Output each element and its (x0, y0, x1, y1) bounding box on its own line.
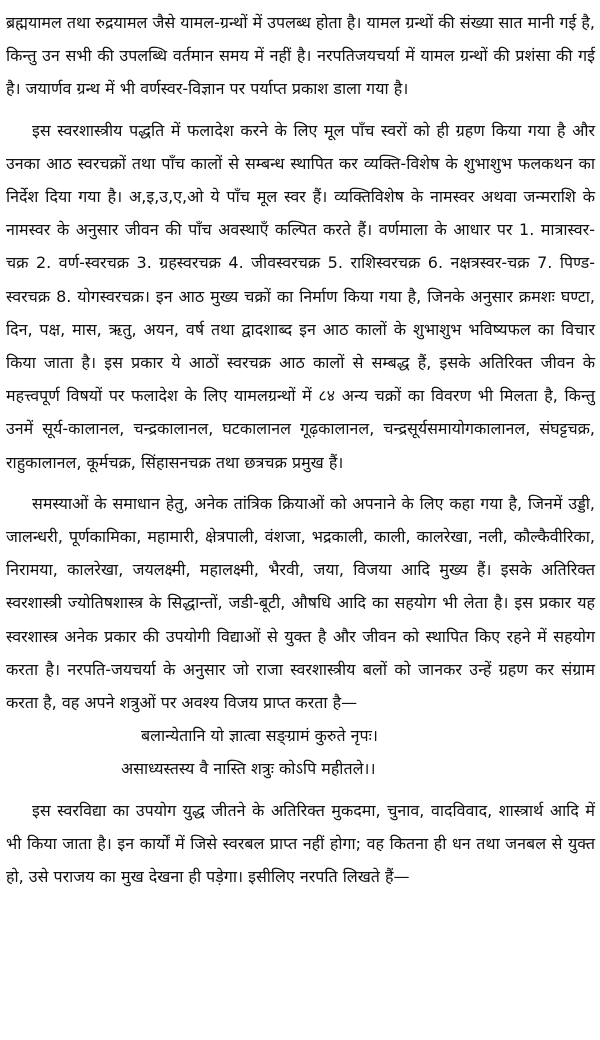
paragraph-tantric-practices: समस्याओं के समाधान हेतु, अनेक तांत्रिक क्रियाओं को अपनाने के लिए कहा गया है, जिनमें उड्डी, जालन्धरी, पूर्णकामिका, महामारी, क्षेत्रपाली, वंशजा, भद्रकाली, काली, कालरेखा, नली, कौल्कैवीरिका, निरामया, कालरेखा, जयलक्ष्मी, महालक्ष्मी, भैरवी, जया, विजया आदि मुख्य हैं। इसके अतिरिक्त स्वरशास्त्री ज्योतिषशास्त्र के सिद्धान्तों, जडी-बूटी, औषधि आदि का सहयोग भी लेता है। इस प्रकार यह स्वरशास्त्र अनेक प्रकार की उपयोगी विद्याओं से युक्त है और जीवन को स्थापित किए रहने में सहयोग करता है। नरपति-जयचर्या के अनुसार जो राजा स्वरशास्त्रीय बलों को जानकर उन्हें ग्रहण कर संग्राम करता है, वह अपने शत्रुओं पर अवश्य विजय प्राप्त करता है— (6, 493, 595, 713)
paragraph-closing: इस स्वरविद्या का उपयोग युद्ध जीतने के अतिरिक्त मुकदमा, चुनाव, वादविवाद, शास्त्रार्थ आदि में भी किया जाता है। इन कार्यों में जिसे स्वरबल प्राप्त नहीं होगा; वह कितना ही धन तथा जनबल से युक्त हो, उसे पराजय का मुख देखना ही पड़ेगा। इसीलिए नरपति लिखते हैं— (6, 800, 595, 887)
sanskrit-verse (6, 719, 595, 785)
paragraph-yamal-texts: ब्रह्मयामल तथा रुद्रयामल जैसे यामल-ग्रन्थों में उपलब्ध होता है। यामल ग्रन्थों की संख्या सात मानी गई है, किन्तु उन सभी की उपलब्धि वर्तमान समय में नहीं है। नरपतिजयचर्या में यामल ग्रन्थों की प्रशंसा की गई है। जयार्णव ग्रन्थ में भी वर्णस्वर-विज्ञान पर पर्याप्त प्रकाश डाला गया है। (6, 13, 595, 99)
paragraph-swara-chakras: इस स्वरशास्त्रीय पद्धति में फलादेश करने के लिए मूल पाँच स्वरों को ही ग्रहण किया गया है और उनका आठ स्वरचक्रों तथा पाँच कालों से सम्बन्ध स्थापित कर व्यक्ति-विशेष के शुभाशुभ फलकथन का निर्देश दिया गया है। अ,इ,उ,ए,ओ ये पाँच मूल स्वर हैं। व्यक्तिविशेष के नामस्वर अथवा जन्मराशि के नामस्वर के अनुसार जीवन की पाँच अवस्थाएँ कल्पित करते हैं। वर्णमाला के आधार पर 1. मात्रास्वर-चक्र 2. वर्ण-स्वरचक्र 3. ग्रहस्वरचक्र 4. जीवस्वरचक्र 5. राशिस्वरचक्र 6. नक्षत्रस्वर-चक्र 7. पिण्ड-स्वरचक्र 8. योगस्वरचक्र। इन आठ मुख्य चक्रों का निर्माण किया गया है, जिनके अनुसार क्रमशः घण्टा, दिन, पक्ष, मास, ऋतु, अयन, वर्ष तथा द्वादशाब्द इन आठ कालों के शुभाशुभ भविष्यफल का विचार किया जाता है। इस प्रकार ये आठों स्वरचक्र आठ कालों से सम्बद्ध हैं, इसके अतिरिक्त जीवन के महत्त्वपूर्ण विषयों पर फलादेश के लिए यामलग्रन्थों में ८४ अन्य चक्रों का विवरण भी मिलता है, किन्तु उनमें सूर्य-कालानल, चन्द्रकालानल, घटकालानल गूढ़कालानल, चन्द्रसूर्यसमायोगकालानल, संघट्टचक्र, राहुकालानल, कूर्मचक्र, सिंहासनचक्र तथा छत्रचक्र प्रमुख हैं। (6, 120, 595, 472)
verse-line-2: असाध्यस्तस्य वै नास्ति शत्रुः कोऽपि महीतले।। (121, 759, 376, 779)
verse-line-1: बलान्येतानि यो ज्ञात्वा सङ्ग्रामं कुरुते नृपः। (141, 726, 378, 746)
